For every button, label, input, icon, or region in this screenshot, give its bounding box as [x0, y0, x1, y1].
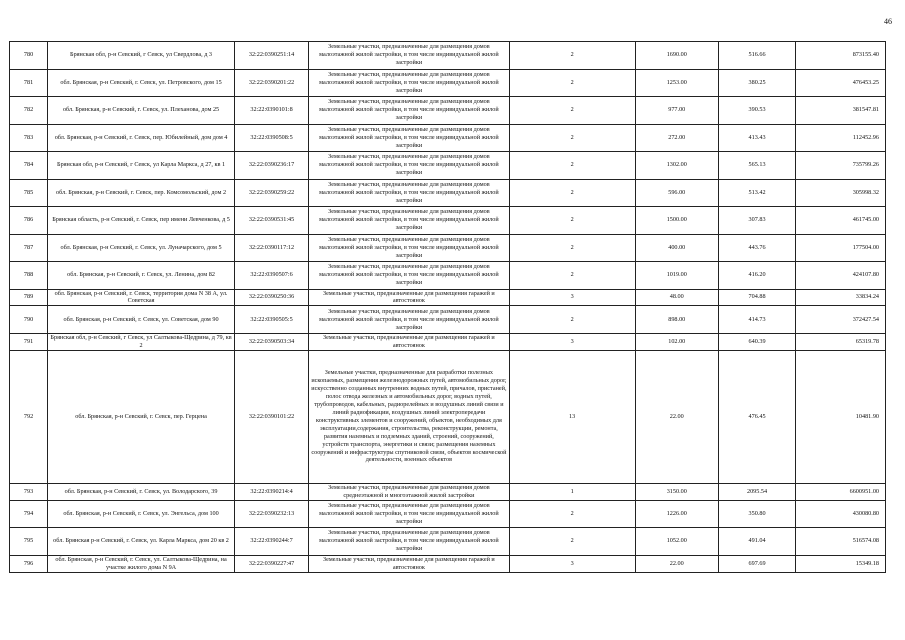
address-cell: обл. Брянская, р-н Севский, г. Севск, ул. Петровского, дом 15	[48, 69, 235, 97]
row-number: 784	[10, 152, 48, 180]
specific-value-cell: 565.13	[718, 152, 795, 180]
cadastral-number-cell: 32:22:0390236:17	[235, 152, 309, 180]
page-number: 46	[884, 17, 892, 26]
specific-value-cell: 443.76	[718, 234, 795, 262]
row-number: 796	[10, 555, 48, 572]
area-cell: 3150.00	[635, 483, 718, 500]
specific-value-cell: 516.66	[718, 42, 795, 70]
land-use-cell: Земельные участки, предназначенные для размещения гаражей и автостоянок	[309, 555, 510, 572]
group-cell: 2	[509, 69, 635, 97]
row-number: 794	[10, 500, 48, 528]
address-cell: обл. Брянская, р-н Севский, г. Севск, ул. Салтыкова-Щедрина, на участке жилого дома N 9А	[48, 555, 235, 572]
area-cell: 1052.00	[635, 528, 718, 556]
specific-value-cell: 2095.54	[718, 483, 795, 500]
group-cell: 2	[509, 207, 635, 235]
row-number: 795	[10, 528, 48, 556]
land-use-cell: Земельные участки, предназначенные для размещения домов малоэтажной жилой застройки, в том числе индивидуальной жилой застройки	[309, 179, 510, 207]
row-number: 786	[10, 207, 48, 235]
address-cell: Брянская обл, р-н Севский, г Севск, ул Карла Маркса, д 27, кв 1	[48, 152, 235, 180]
group-cell: 2	[509, 234, 635, 262]
address-cell: обл. Брянская, р-н Севский, г. Севск, ул. Плеханова, дом 25	[48, 97, 235, 125]
cadastral-value-cell: 15349.18	[796, 555, 886, 572]
specific-value-cell: 380.25	[718, 69, 795, 97]
row-number: 793	[10, 483, 48, 500]
cadastral-value-cell: 381547.81	[796, 97, 886, 125]
table-row	[10, 97, 886, 125]
group-cell: 2	[509, 152, 635, 180]
table-row	[10, 179, 886, 207]
group-cell: 2	[509, 179, 635, 207]
address-cell: Брянская область, р-н Севский, г. Севск, пер имени Левченкова, д 5	[48, 207, 235, 235]
land-use-cell: Земельные участки, предназначенные для размещения домов малоэтажной жилой застройки, в том числе индивидуальной жилой застройки	[309, 234, 510, 262]
specific-value-cell: 491.04	[718, 528, 795, 556]
row-number: 792	[10, 350, 48, 483]
land-use-cell: Земельные участки, предназначенные для размещения домов среднеэтажной и многоэтажной жилой застройки	[309, 483, 510, 500]
land-use-cell: Земельные участки, предназначенные для размещения гаражей и автостоянок	[309, 289, 510, 306]
row-number: 782	[10, 97, 48, 125]
table-row	[10, 42, 886, 70]
cadastral-number-cell: 32:22:0390250:36	[235, 289, 309, 306]
cadastral-number-cell: 32:22:0390251:14	[235, 42, 309, 70]
specific-value-cell: 307.83	[718, 207, 795, 235]
address-cell: обл. Брянская, р-н Севский, г. Севск, ул. Володарского, 39	[48, 483, 235, 500]
cadastral-number-cell: 32:22:0390232:13	[235, 500, 309, 528]
row-number: 783	[10, 124, 48, 152]
table-row	[10, 207, 886, 235]
area-cell: 596.00	[635, 179, 718, 207]
specific-value-cell: 416.20	[718, 262, 795, 290]
cadastral-value-cell: 516574.08	[796, 528, 886, 556]
area-cell: 1226.00	[635, 500, 718, 528]
cadastral-number-cell: 32:22:0390101:22	[235, 350, 309, 483]
row-number: 781	[10, 69, 48, 97]
area-cell: 1500.00	[635, 207, 718, 235]
land-use-cell: Земельные участки, предназначенные для размещения гаражей и автостоянок	[309, 333, 510, 350]
cadastral-value-cell: 424107.80	[796, 262, 886, 290]
cadastral-number-cell: 32:22:0390227:47	[235, 555, 309, 572]
table-row	[10, 152, 886, 180]
land-use-cell: Земельные участки, предназначенные для размещения домов малоэтажной жилой застройки, в том числе индивидуальной жилой застройки	[309, 152, 510, 180]
group-cell: 13	[509, 350, 635, 483]
specific-value-cell: 476.45	[718, 350, 795, 483]
land-use-cell: Земельные участки, предназначенные для размещения домов малоэтажной жилой застройки, в том числе индивидуальной жилой застройки	[309, 306, 510, 334]
cadastral-value-cell: 430080.80	[796, 500, 886, 528]
specific-value-cell: 390.53	[718, 97, 795, 125]
land-use-cell: Земельные участки, предназначенные для размещения домов малоэтажной жилой застройки, в том числе индивидуальной жилой застройки	[309, 262, 510, 290]
address-cell: обл. Брянская, р-н Севский, г. Севск, ул. Советская, дом 90	[48, 306, 235, 334]
address-cell: Брянская обл, р-н Севский, г Севск, ул Салтыкова-Щедрина, д 79, кв 2	[48, 333, 235, 350]
table-row	[10, 234, 886, 262]
land-use-cell: Земельные участки, предназначенные для разработки полезных ископаемых, размещения железнодорожных путей, автомобильных дорог, искусственно созданных внутренних водных путей, причалов, пристаней, полос отвода железных и автомобильных дорог, водных путей, трубопроводов, кабельных, радиорелейных и воздушных линий связи и линий радиофикации, воздушных линий электропередачи конструктивных элементов и сооружений, объектов, необходимых для эксплуатации,содержания, строительства, реконструкции, ремонта, развития наземных и подземных зданий, строений, сооружений, устройств транспорта, энергетики и связи; размещения наземных сооружений и инфраструктуры спутниковой связи, объектов космической деятельности, военных объектов	[309, 350, 510, 483]
land-use-cell: Земельные участки, предназначенные для размещения домов малоэтажной жилой застройки, в том числе индивидуальной жилой застройки	[309, 500, 510, 528]
table-row	[10, 483, 886, 500]
land-use-cell: Земельные участки, предназначенные для размещения домов малоэтажной жилой застройки, в том числе индивидуальной жилой застройки	[309, 528, 510, 556]
address-cell: Брянская обл, р-н Севский, г Севск, ул Свердлова, д 3	[48, 42, 235, 70]
cadastral-value-cell: 112452.96	[796, 124, 886, 152]
specific-value-cell: 640.39	[718, 333, 795, 350]
cadastral-valuation-table	[9, 41, 886, 573]
address-cell: обл. Брянская, р-н Севский, г. Севск, пер. Юбилейный, дом дом 4	[48, 124, 235, 152]
cadastral-number-cell: 32:22:0390508:5	[235, 124, 309, 152]
address-cell: обл. Брянская, р-н Севский, г. Севск, территория дома N 38 А, ул. Советская	[48, 289, 235, 306]
address-cell: обл. Брянская р-н Севский, г. Севск, ул. Карла Маркса, дом 20 кв 2	[48, 528, 235, 556]
cadastral-number-cell: 32:22:0390259:22	[235, 179, 309, 207]
cadastral-number-cell: 32:22:0390505:5	[235, 306, 309, 334]
area-cell: 22.00	[635, 555, 718, 572]
cadastral-number-cell: 32:22:0390117:12	[235, 234, 309, 262]
area-cell: 1302.00	[635, 152, 718, 180]
group-cell: 2	[509, 306, 635, 334]
cadastral-number-cell: 32:22:0390503:34	[235, 333, 309, 350]
cadastral-value-cell: 65319.78	[796, 333, 886, 350]
row-number: 790	[10, 306, 48, 334]
cadastral-value-cell: 476453.25	[796, 69, 886, 97]
cadastral-value-cell: 372427.54	[796, 306, 886, 334]
cadastral-number-cell: 32:22:0390531:45	[235, 207, 309, 235]
group-cell: 3	[509, 289, 635, 306]
area-cell: 400.00	[635, 234, 718, 262]
table-row	[10, 500, 886, 528]
row-number: 785	[10, 179, 48, 207]
table-row	[10, 350, 886, 483]
row-number: 789	[10, 289, 48, 306]
area-cell: 1019.00	[635, 262, 718, 290]
land-use-cell: Земельные участки, предназначенные для размещения домов малоэтажной жилой застройки, в том числе индивидуальной жилой застройки	[309, 207, 510, 235]
group-cell: 2	[509, 124, 635, 152]
cadastral-value-cell: 305998.32	[796, 179, 886, 207]
area-cell: 272.00	[635, 124, 718, 152]
table-row	[10, 528, 886, 556]
cadastral-value-cell: 10481.90	[796, 350, 886, 483]
group-cell: 2	[509, 262, 635, 290]
table-row	[10, 124, 886, 152]
cadastral-value-cell: 461745.00	[796, 207, 886, 235]
row-number: 791	[10, 333, 48, 350]
row-number: 788	[10, 262, 48, 290]
land-use-cell: Земельные участки, предназначенные для размещения домов малоэтажной жилой застройки, в том числе индивидуальной жилой застройки	[309, 69, 510, 97]
address-cell: обл. Брянская, р-н Севский, г. Севск, пер. Герцена	[48, 350, 235, 483]
address-cell: обл. Брянская, р-н Севский, г. Севск, ул. Луначарского, дом 5	[48, 234, 235, 262]
specific-value-cell: 413.43	[718, 124, 795, 152]
group-cell: 1	[509, 483, 635, 500]
area-cell: 102.00	[635, 333, 718, 350]
specific-value-cell: 350.80	[718, 500, 795, 528]
land-use-cell: Земельные участки, предназначенные для размещения домов малоэтажной жилой застройки, в том числе индивидуальной жилой застройки	[309, 124, 510, 152]
address-cell: обл. Брянская, р-н Севский, г. Севск, пер. Комсомольский, дом 2	[48, 179, 235, 207]
specific-value-cell: 414.73	[718, 306, 795, 334]
table-row	[10, 306, 886, 334]
cadastral-value-cell: 873155.40	[796, 42, 886, 70]
group-cell: 3	[509, 555, 635, 572]
area-cell: 22.00	[635, 350, 718, 483]
cadastral-number-cell: 32:22:0390507:6	[235, 262, 309, 290]
area-cell: 898.00	[635, 306, 718, 334]
row-number: 787	[10, 234, 48, 262]
cadastral-number-cell: 32:22:0390101:8	[235, 97, 309, 125]
cadastral-number-cell: 32:22:0390214:4	[235, 483, 309, 500]
group-cell: 2	[509, 42, 635, 70]
cadastral-number-cell: 32:22:0390244:7	[235, 528, 309, 556]
land-use-cell: Земельные участки, предназначенные для размещения домов малоэтажной жилой застройки, в том числе индивидуальной жилой застройки	[309, 42, 510, 70]
cadastral-value-cell: 6600951.00	[796, 483, 886, 500]
specific-value-cell: 704.88	[718, 289, 795, 306]
cadastral-value-cell: 33834.24	[796, 289, 886, 306]
area-cell: 1690.00	[635, 42, 718, 70]
address-cell: обл. Брянская, р-н Севский, г. Севск, ул. Ленина, дом 82	[48, 262, 235, 290]
cadastral-value-cell: 735799.26	[796, 152, 886, 180]
table-row	[10, 69, 886, 97]
cadastral-number-cell: 32:22:0390201:22	[235, 69, 309, 97]
area-cell: 1253.00	[635, 69, 718, 97]
cadastral-value-cell: 177504.00	[796, 234, 886, 262]
group-cell: 2	[509, 500, 635, 528]
specific-value-cell: 697.69	[718, 555, 795, 572]
area-cell: 48.00	[635, 289, 718, 306]
group-cell: 3	[509, 333, 635, 350]
table-row	[10, 555, 886, 572]
table-row	[10, 289, 886, 306]
specific-value-cell: 513.42	[718, 179, 795, 207]
land-use-cell: Земельные участки, предназначенные для размещения домов малоэтажной жилой застройки, в том числе индивидуальной жилой застройки	[309, 97, 510, 125]
group-cell: 2	[509, 528, 635, 556]
address-cell: обл. Брянская, р-н Севский, г. Севск, ул. Энгельса, дом 100	[48, 500, 235, 528]
table-row	[10, 262, 886, 290]
group-cell: 2	[509, 97, 635, 125]
area-cell: 977.00	[635, 97, 718, 125]
table-row	[10, 333, 886, 350]
row-number: 780	[10, 42, 48, 70]
